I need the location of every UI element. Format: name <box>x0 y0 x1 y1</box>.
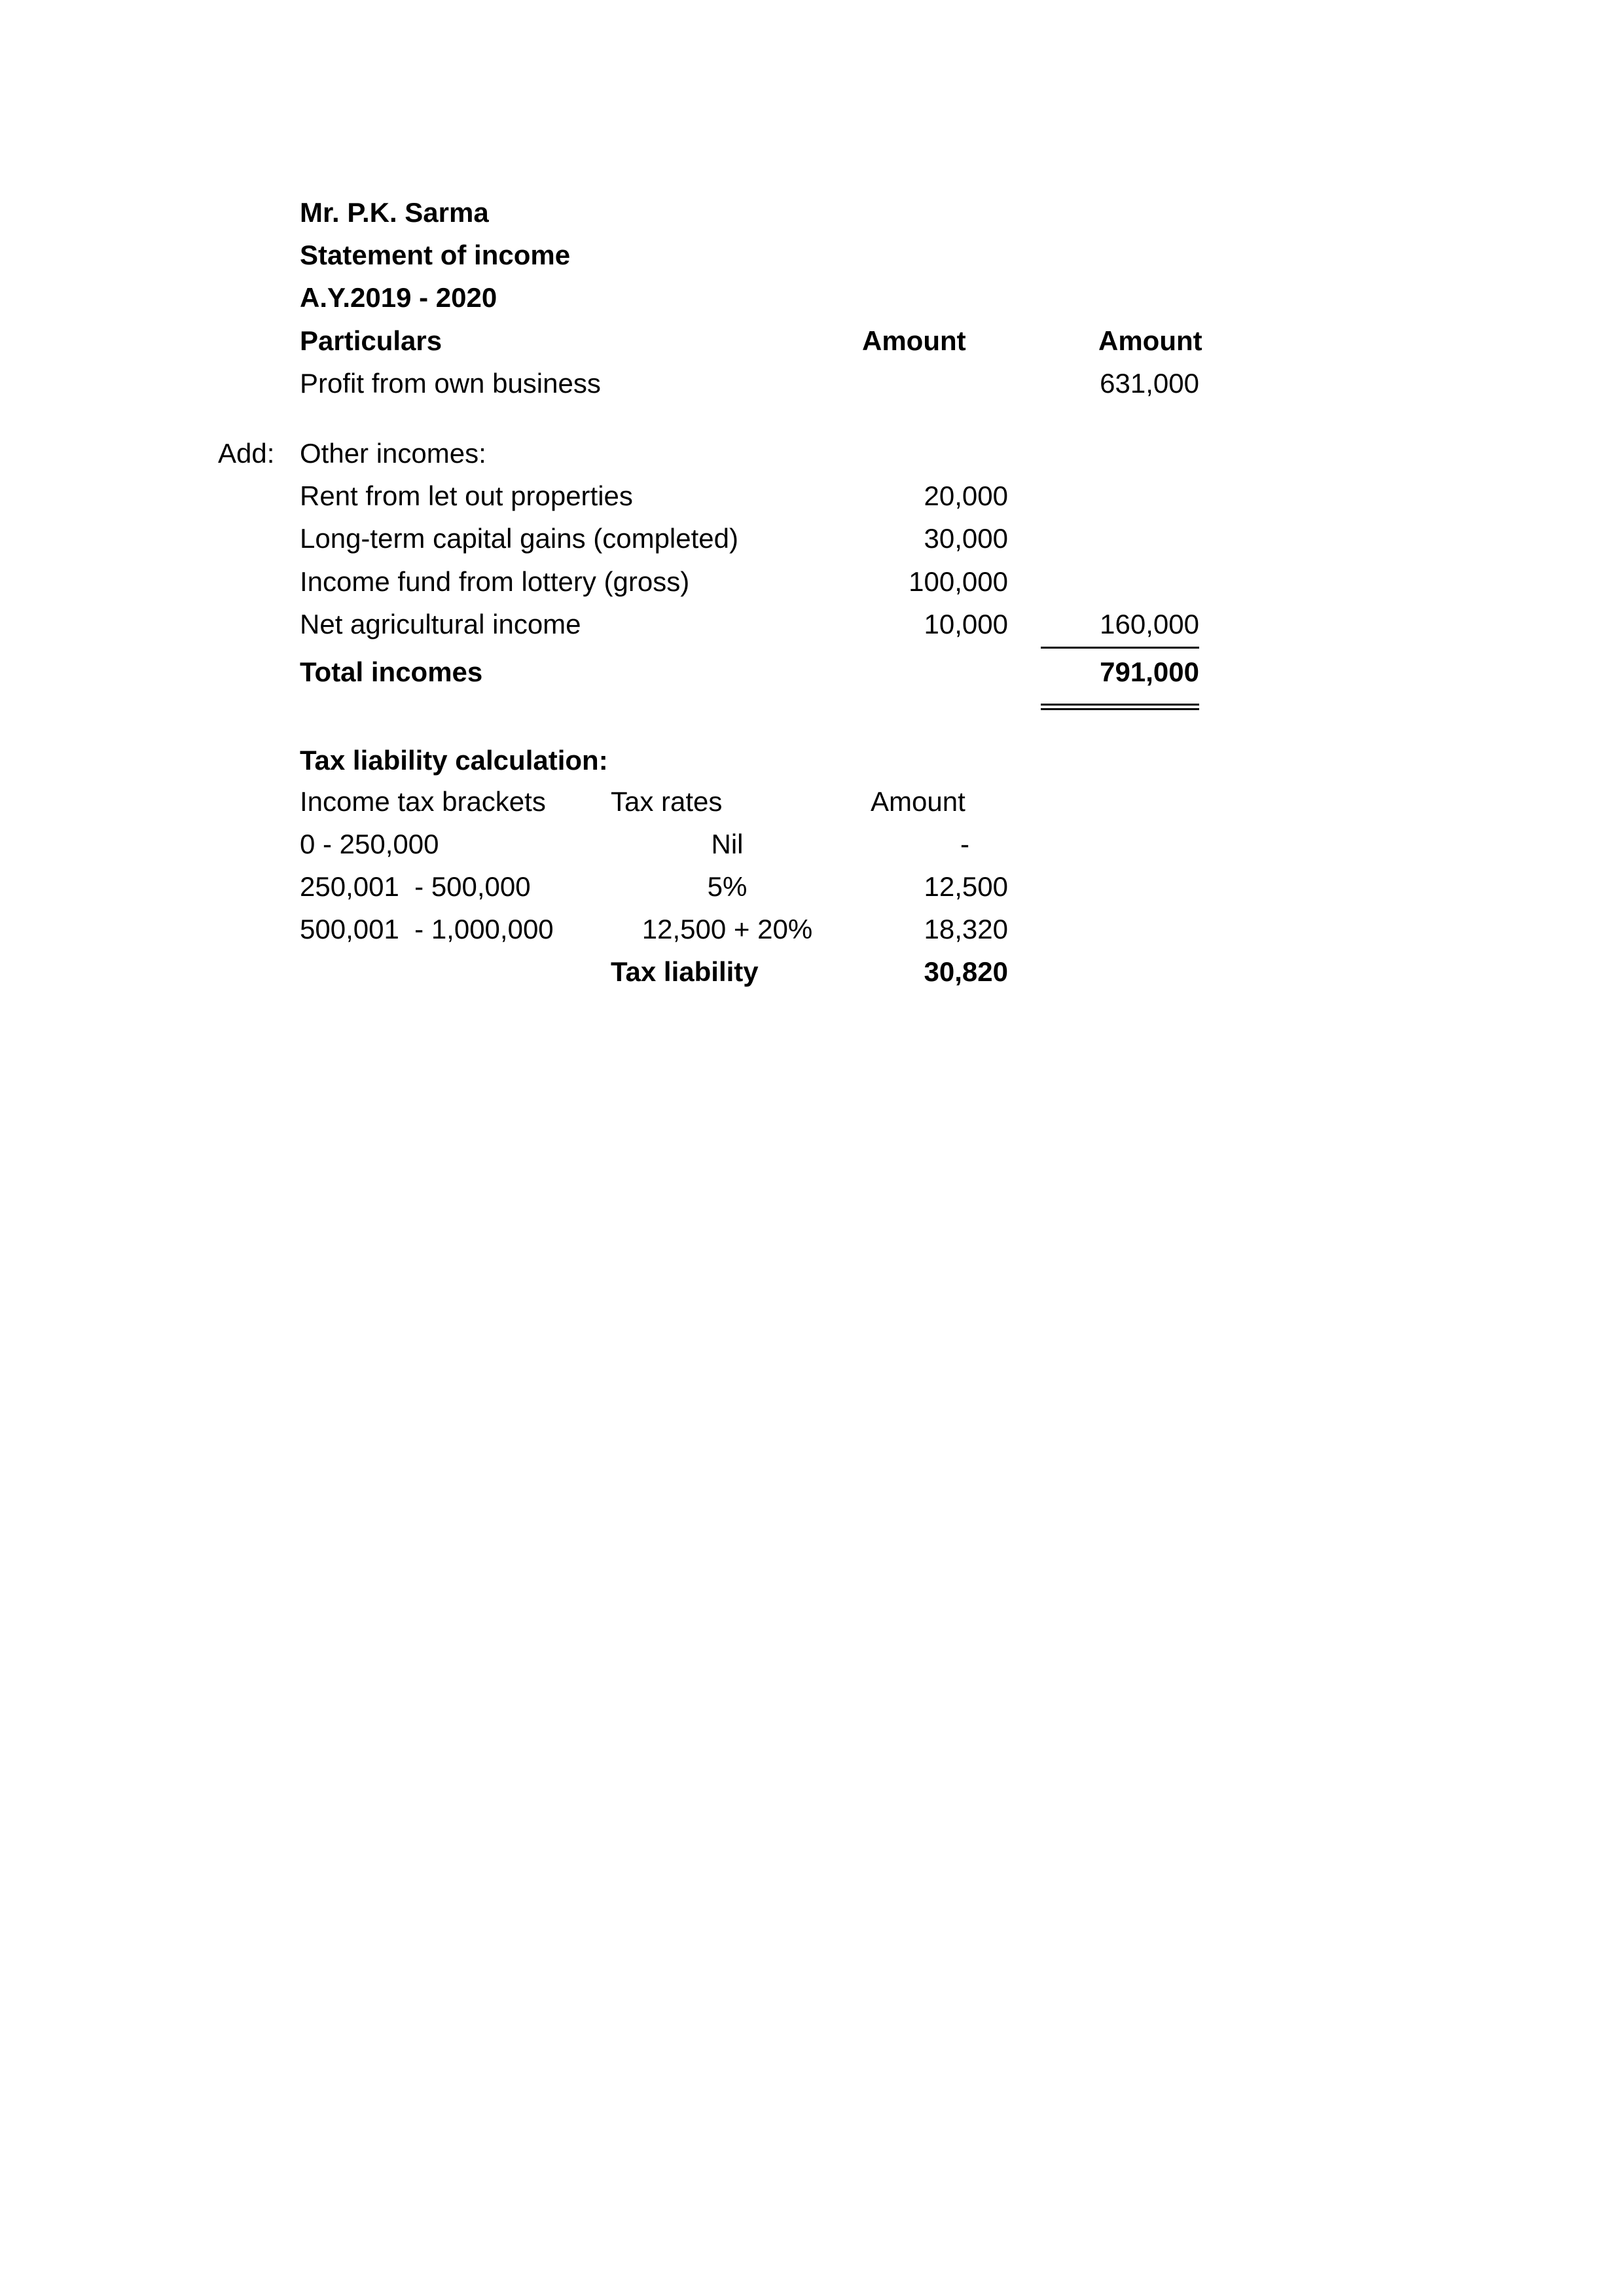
tax-amount-header: Amount <box>871 786 965 817</box>
statement-title: Statement of income <box>300 240 571 270</box>
tax-liability-label: Tax liability <box>611 956 759 987</box>
other-incomes-label: Other incomes: <box>300 438 486 469</box>
tax-liability-amount: 30,820 <box>924 956 1008 987</box>
other-income-label: Net agricultural income <box>300 609 581 639</box>
total-label: Total incomes <box>300 656 483 687</box>
amount-header-1: Amount <box>862 325 966 356</box>
tax-rate: 5% <box>707 871 748 902</box>
other-income-label: Rent from let out properties <box>300 480 633 511</box>
total-amount: 791,000 <box>1100 656 1199 687</box>
tax-bracket: 500,001 - 1,000,000 <box>300 914 554 944</box>
tax-amount: 12,500 <box>924 871 1008 902</box>
tax-rate: 12,500 + 20% <box>641 914 813 944</box>
tax-bracket: 250,001 - 500,000 <box>300 871 531 902</box>
profit-amount: 631,000 <box>1100 368 1199 399</box>
other-income-label: Income fund from lottery (gross) <box>300 566 690 597</box>
total-double-underline-bottom <box>1041 708 1199 710</box>
other-income-amount: 10,000 <box>924 609 1008 639</box>
particulars-header: Particulars <box>300 325 442 356</box>
tax-section-title: Tax liability calculation: <box>300 745 608 776</box>
tax-rate: Nil <box>711 829 744 859</box>
amount-header-2: Amount <box>1098 325 1202 356</box>
tax-bracket: 0 - 250,000 <box>300 829 439 859</box>
subtotal-underline <box>1041 647 1199 649</box>
tax-amount: 18,320 <box>924 914 1008 944</box>
rates-header: Tax rates <box>611 786 723 817</box>
assessment-year: A.Y.2019 - 2020 <box>300 282 497 313</box>
total-double-underline-top <box>1041 704 1199 706</box>
tax-amount: - <box>960 829 969 859</box>
other-income-amount: 100,000 <box>909 566 1008 597</box>
profit-label: Profit from own business <box>300 368 601 399</box>
other-income-label: Long-term capital gains (completed) <box>300 523 738 554</box>
add-label: Add: <box>218 438 275 469</box>
other-income-amount: 20,000 <box>924 480 1008 511</box>
other-incomes-subtotal: 160,000 <box>1100 609 1199 639</box>
brackets-header: Income tax brackets <box>300 786 546 817</box>
other-income-amount: 30,000 <box>924 523 1008 554</box>
taxpayer-name: Mr. P.K. Sarma <box>300 197 489 228</box>
